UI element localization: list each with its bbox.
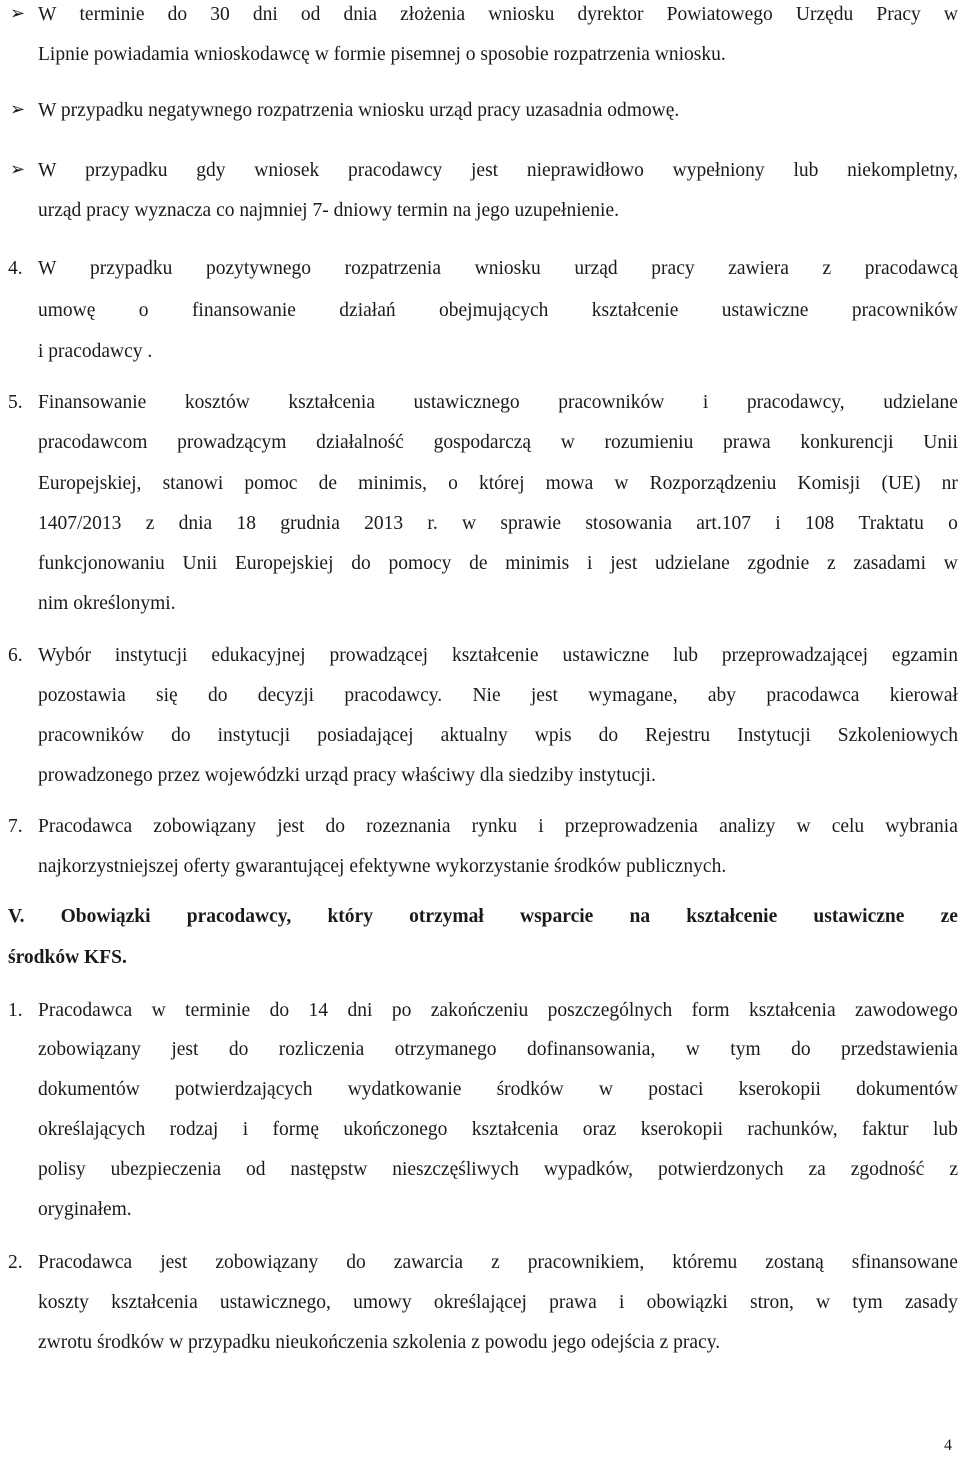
- item-7-line-2: najkorzystniejszej oferty gwarantującej efektywne wykorzystanie środków publicznych.: [38, 856, 727, 877]
- item-4-line-1: W przypadku pozytywnego rozpatrzenia wniosku urząd pracy zawiera z pracodawcą: [38, 258, 958, 279]
- item-5-line-2: pracodawcom prowadzącym działalność gospodarczą w rozumieniu prawa konkurencji Unii: [38, 432, 958, 453]
- item-6-line-1: Wybór instytucji edukacyjnej prowadzącej kształcenie ustawiczne lub przeprowadzającej egzamin: [38, 645, 958, 666]
- bullet-3-line-2: urząd pracy wyznacza co najmniej 7- dniowy termin na jego uzupełnienie.: [38, 200, 619, 221]
- item-6-line-4: prowadzonego przez wojewódzki urząd pracy właściwy dla siedziby instytucji.: [38, 765, 656, 786]
- item-number: 5.: [8, 392, 23, 413]
- item-b2-line-3: zwrotu środków w przypadku nieukończenia szkolenia z powodu jego odejścia z pracy.: [38, 1332, 721, 1353]
- item-number: 1.: [8, 1000, 23, 1021]
- item-5-line-5: funkcjonowaniu Unii Europejskiej do pomocy de minimis i jest udzielane zgodnie z zasadami w: [38, 553, 958, 574]
- item-b2-line-1: Pracodawca jest zobowiązany do zawarcia z pracownikiem, któremu zostaną sfinansowane: [38, 1252, 958, 1273]
- section-heading-line-2: środków KFS.: [8, 947, 127, 968]
- arrow-bullet-icon: ➢: [10, 159, 26, 180]
- item-b1-line-4: określających rodzaj i formę ukończonego kształcenia oraz kserokopii rachunków, faktur lub: [38, 1119, 958, 1140]
- item-number: 2.: [8, 1252, 23, 1273]
- item-5-line-4: 1407/2013 z dnia 18 grudnia 2013 r. w sprawie stosowania art.107 i 108 Traktatu o: [38, 513, 958, 534]
- item-b1-line-3: dokumentów potwierdzających wydatkowanie środków w postaci kserokopii dokumentów: [38, 1079, 958, 1100]
- item-5-line-6: nim określonymi.: [38, 593, 176, 614]
- item-6-line-2: pozostawia się do decyzji pracodawcy. Nie jest wymagane, aby pracodawca kierował: [38, 685, 958, 706]
- item-b1-line-6: oryginałem.: [38, 1199, 132, 1220]
- item-6-line-3: pracowników do instytucji posiadającej aktualny wpis do Rejestru Instytucji Szkoleniowych: [38, 725, 958, 746]
- item-b1-line-5: polisy ubezpieczenia od następstw nieszczęśliwych wypadków, potwierdzonych za zgodność z: [38, 1159, 958, 1180]
- item-4-line-2: umowę o finansowanie działań obejmujących kształcenie ustawiczne pracowników: [38, 300, 958, 321]
- item-7-line-1: Pracodawca zobowiązany jest do rozeznania rynku i przeprowadzenia analizy w celu wybrania: [38, 816, 958, 837]
- item-b2-line-2: koszty kształcenia ustawicznego, umowy określającej prawa i obowiązki stron, w tym zasady: [38, 1292, 958, 1313]
- page-number: 4: [944, 1437, 952, 1454]
- item-5-line-1: Finansowanie kosztów kształcenia ustawicznego pracowników i pracodawcy, udzielane: [38, 392, 958, 413]
- bullet-2-line-1: W przypadku negatywnego rozpatrzenia wniosku urząd pracy uzasadnia odmowę.: [38, 100, 680, 121]
- bullet-1-line-1: W terminie do 30 dni od dnia złożenia wniosku dyrektor Powiatowego Urzędu Pracy w: [38, 4, 958, 25]
- bullet-1-line-2: Lipnie powiadamia wnioskodawcę w formie pisemnej o sposobie rozpatrzenia wniosku.: [38, 44, 726, 65]
- item-b1-line-2: zobowiązany jest do rozliczenia otrzymanego dofinansowania, w tym do przedstawienia: [38, 1039, 958, 1060]
- item-number: 4.: [8, 258, 23, 279]
- section-heading-line-1: V. Obowiązki pracodawcy, który otrzymał wsparcie na kształcenie ustawiczne ze: [8, 906, 958, 927]
- arrow-bullet-icon: ➢: [10, 3, 26, 24]
- item-5-line-3: Europejskiej, stanowi pomoc de minimis, o której mowa w Rozporządzeniu Komisji (UE) nr: [38, 473, 958, 494]
- item-b1-line-1: Pracodawca w terminie do 14 dni po zakończeniu poszczególnych form kształcenia zawodowego: [38, 1000, 958, 1021]
- arrow-bullet-icon: ➢: [10, 99, 26, 120]
- item-4-line-3: i pracodawcy .: [38, 341, 153, 362]
- bullet-3-line-1: W przypadku gdy wniosek pracodawcy jest nieprawidłowo wypełniony lub niekompletny,: [38, 160, 958, 181]
- item-number: 7.: [8, 816, 23, 837]
- item-number: 6.: [8, 645, 23, 666]
